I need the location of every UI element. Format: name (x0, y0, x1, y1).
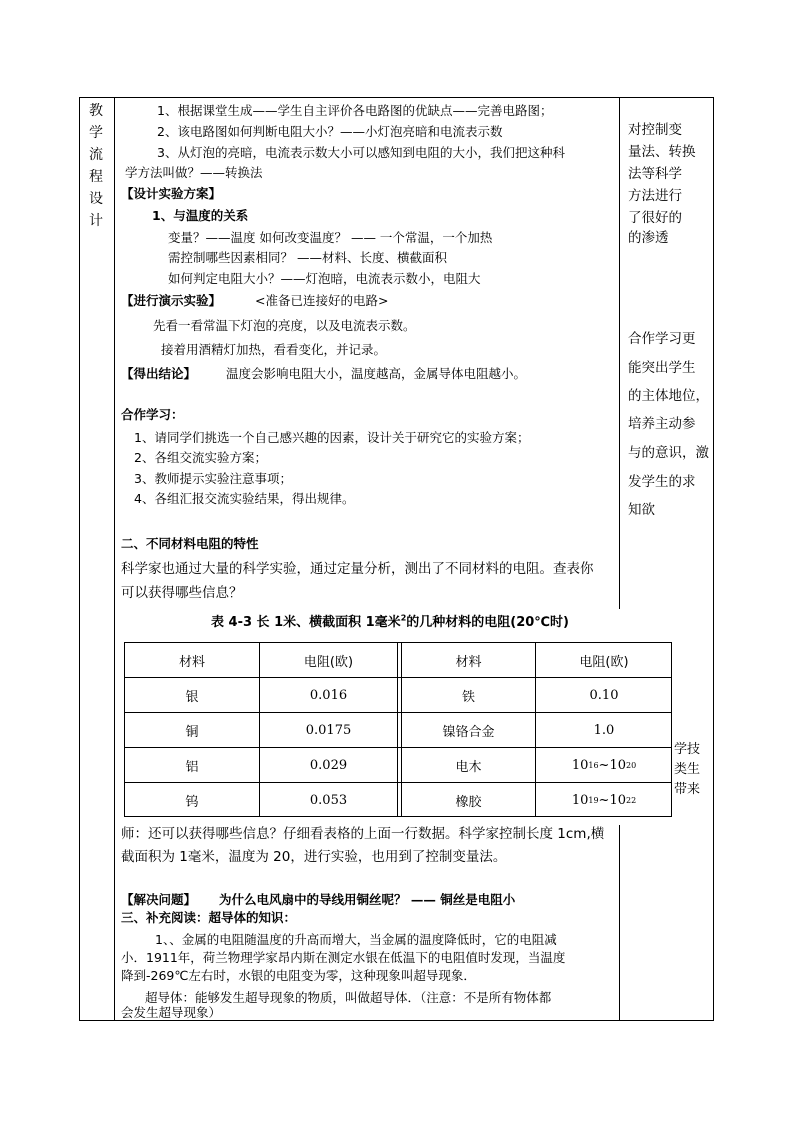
note-line: 与的意识，激 (628, 445, 709, 461)
note-line: 对控制变 (628, 122, 682, 138)
section-heading: 【进行演示实验】 (121, 293, 222, 308)
text-line: 可以获得哪些信息？ (121, 585, 243, 601)
note-line: 的主体地位， (628, 388, 709, 404)
exp-base: 10 (571, 758, 589, 773)
table-cell: 银 (185, 690, 199, 705)
table-cell: 铁 (461, 690, 475, 705)
section-heading: 合作学习： (121, 407, 184, 422)
section-heading: 【得出结论】 (121, 366, 197, 381)
note-line: 方法进行 (628, 188, 682, 204)
caption-sup: 2 (400, 613, 407, 623)
table-cell: 0.053 (309, 793, 348, 808)
list-item: 4、各组汇报交流实验结果，得出规律。 (134, 491, 355, 506)
note-line-partial: 带来 (674, 782, 701, 797)
right-column-divider-top (619, 97, 620, 609)
section-heading: 二、不同材料电阻的特性 (121, 536, 259, 551)
note-line-partial: 学技 (674, 742, 701, 757)
exp-range: ~10 (598, 793, 626, 808)
list-item: 1、请同学们挑选一个自己感兴趣的因素，设计关于研究它的实验方案； (134, 430, 530, 445)
table-cell: 0.029 (309, 758, 348, 773)
exp-power: 20 (625, 761, 637, 770)
note-line: 培养主动参 (628, 416, 696, 432)
note-line: 量法、转换 (628, 144, 696, 160)
table-header-cell: 电阻(欧) (303, 655, 354, 670)
note-line: 了很好的 (628, 210, 682, 226)
caption-main: 表 4-3 长 1米、横截面积 1毫米 (211, 615, 401, 630)
subheading: 1、与温度的关系 (152, 208, 249, 223)
left-label-char: 流 (89, 147, 103, 163)
text-line: 2、该电路图如何判断电阻大小？——小灯泡亮暗和电流表示数 (157, 124, 503, 139)
right-column-divider-bottom (619, 825, 620, 1021)
table-cell (536, 783, 672, 818)
table-header-cell: 电阻(欧) (579, 655, 629, 670)
table-cell: 0.10 (589, 688, 619, 703)
exp-range: ~10 (598, 758, 626, 773)
text-line: <准备已连接好的电路> (255, 293, 389, 308)
text-line: 温度会影响电阻大小，温度越高，金属导体电阻越小。 (226, 366, 527, 381)
table-cell: 1.0 (593, 723, 615, 738)
text-line: 为什么电风扇中的导线用铜丝呢？ —— 铜丝是电阻小 (219, 892, 516, 907)
table-cell: 钨 (185, 795, 199, 810)
text-line: 降到-269℃左右时，水银的电阻变为零，这种现象叫超导现象． (121, 968, 476, 983)
caption-tail: 的几种材料的电阻(20℃时) (406, 615, 569, 630)
left-label-char: 设 (89, 191, 103, 207)
text-line: 学方法叫做？——转换法 (125, 165, 263, 180)
left-label-char: 程 (89, 169, 103, 185)
text-line: 需控制哪些因素相同？ ——材料、长度、横截面积 (168, 250, 447, 265)
left-column-divider (114, 97, 115, 1021)
text-line: 超导体：能够发生超导现象的物质，叫做超导体．（注意：不是所有物体都 (145, 990, 552, 1005)
table-header-cell: 材料 (178, 655, 205, 670)
table-cell: 铝 (185, 760, 199, 775)
left-label-char: 计 (89, 213, 103, 229)
text-line: 先看一看常温下灯泡的亮度，以及电流表示数。 (153, 318, 416, 333)
note-line: 能突出学生 (628, 360, 696, 376)
table-cell (536, 748, 672, 783)
section-heading: 【设计实验方案】 (121, 186, 222, 201)
table-cell: 橡胶 (455, 795, 482, 810)
table-cell: 0.0175 (305, 723, 352, 738)
left-label-char: 学 (89, 125, 103, 141)
table-cell: 0.016 (309, 688, 348, 703)
left-label-char: 教 (89, 103, 103, 119)
exp-power: 22 (625, 796, 637, 805)
note-line-partial: 类生 (674, 762, 701, 777)
exp-base: 10 (571, 793, 589, 808)
column-divider (397, 643, 398, 816)
table-cell: 电木 (455, 760, 482, 775)
text-line: 截面积为 1毫米，温度为 20，进行实验，也用到了控制变量法。 (121, 849, 507, 865)
note-line: 合作学习更 (628, 331, 696, 347)
text-line: 科学家也通过大量的科学实验，通过定量分析，测出了不同材料的电阻。查表你 (121, 561, 594, 577)
exp-power: 19 (588, 796, 599, 805)
resistance-table (124, 642, 672, 817)
table-header-cell: 材料 (455, 655, 482, 670)
text-line: 会发生超导现象） (121, 1005, 222, 1020)
section-heading: 【解决问题】 (121, 892, 197, 907)
table-cell: 镍铬合金 (442, 725, 495, 740)
list-item: 2、各组交流实验方案； (134, 450, 267, 465)
table-caption (211, 611, 569, 630)
note-line: 发学生的求 (628, 474, 696, 490)
list-item: 3、教师提示实验注意事项； (134, 471, 292, 486)
table-cell: 铜 (185, 725, 199, 740)
text-line: 3、从灯泡的亮暗，电流表示数大小可以感知到电阻的大小，我们把这种科 (157, 145, 565, 160)
note-line: 法等科学 (628, 166, 682, 182)
text-line: 小．1911年，荷兰物理学家昂内斯在测定水银在低温下的电阻值时发现，当温度 (121, 950, 566, 965)
text-line: 接着用酒精灯加热，看看变化，并记录。 (161, 342, 387, 357)
section-heading: 三、补充阅读：超导体的知识： (121, 910, 297, 925)
note-line: 知欲 (628, 502, 655, 518)
text-line: 变量？——温度 如何改变温度？ —— 一个常温，一个加热 (168, 230, 493, 245)
text-line: 如何判定电阻大小？——灯泡暗，电流表示数小，电阻大 (168, 271, 481, 286)
note-line: 的渗透 (628, 230, 669, 246)
text-line: 师：还可以获得哪些信息？仔细看表格的上面一行数据。科学家控制长度 1cm,横 (121, 826, 605, 842)
text-line: 1、根据课堂生成——学生自主评价各电路图的优缺点——完善电路图； (157, 103, 553, 118)
text-line: 1、、金属的电阻随温度的升高而增大，当金属的温度降低时，它的电阻减 (155, 932, 557, 947)
exp-power: 16 (588, 761, 599, 770)
